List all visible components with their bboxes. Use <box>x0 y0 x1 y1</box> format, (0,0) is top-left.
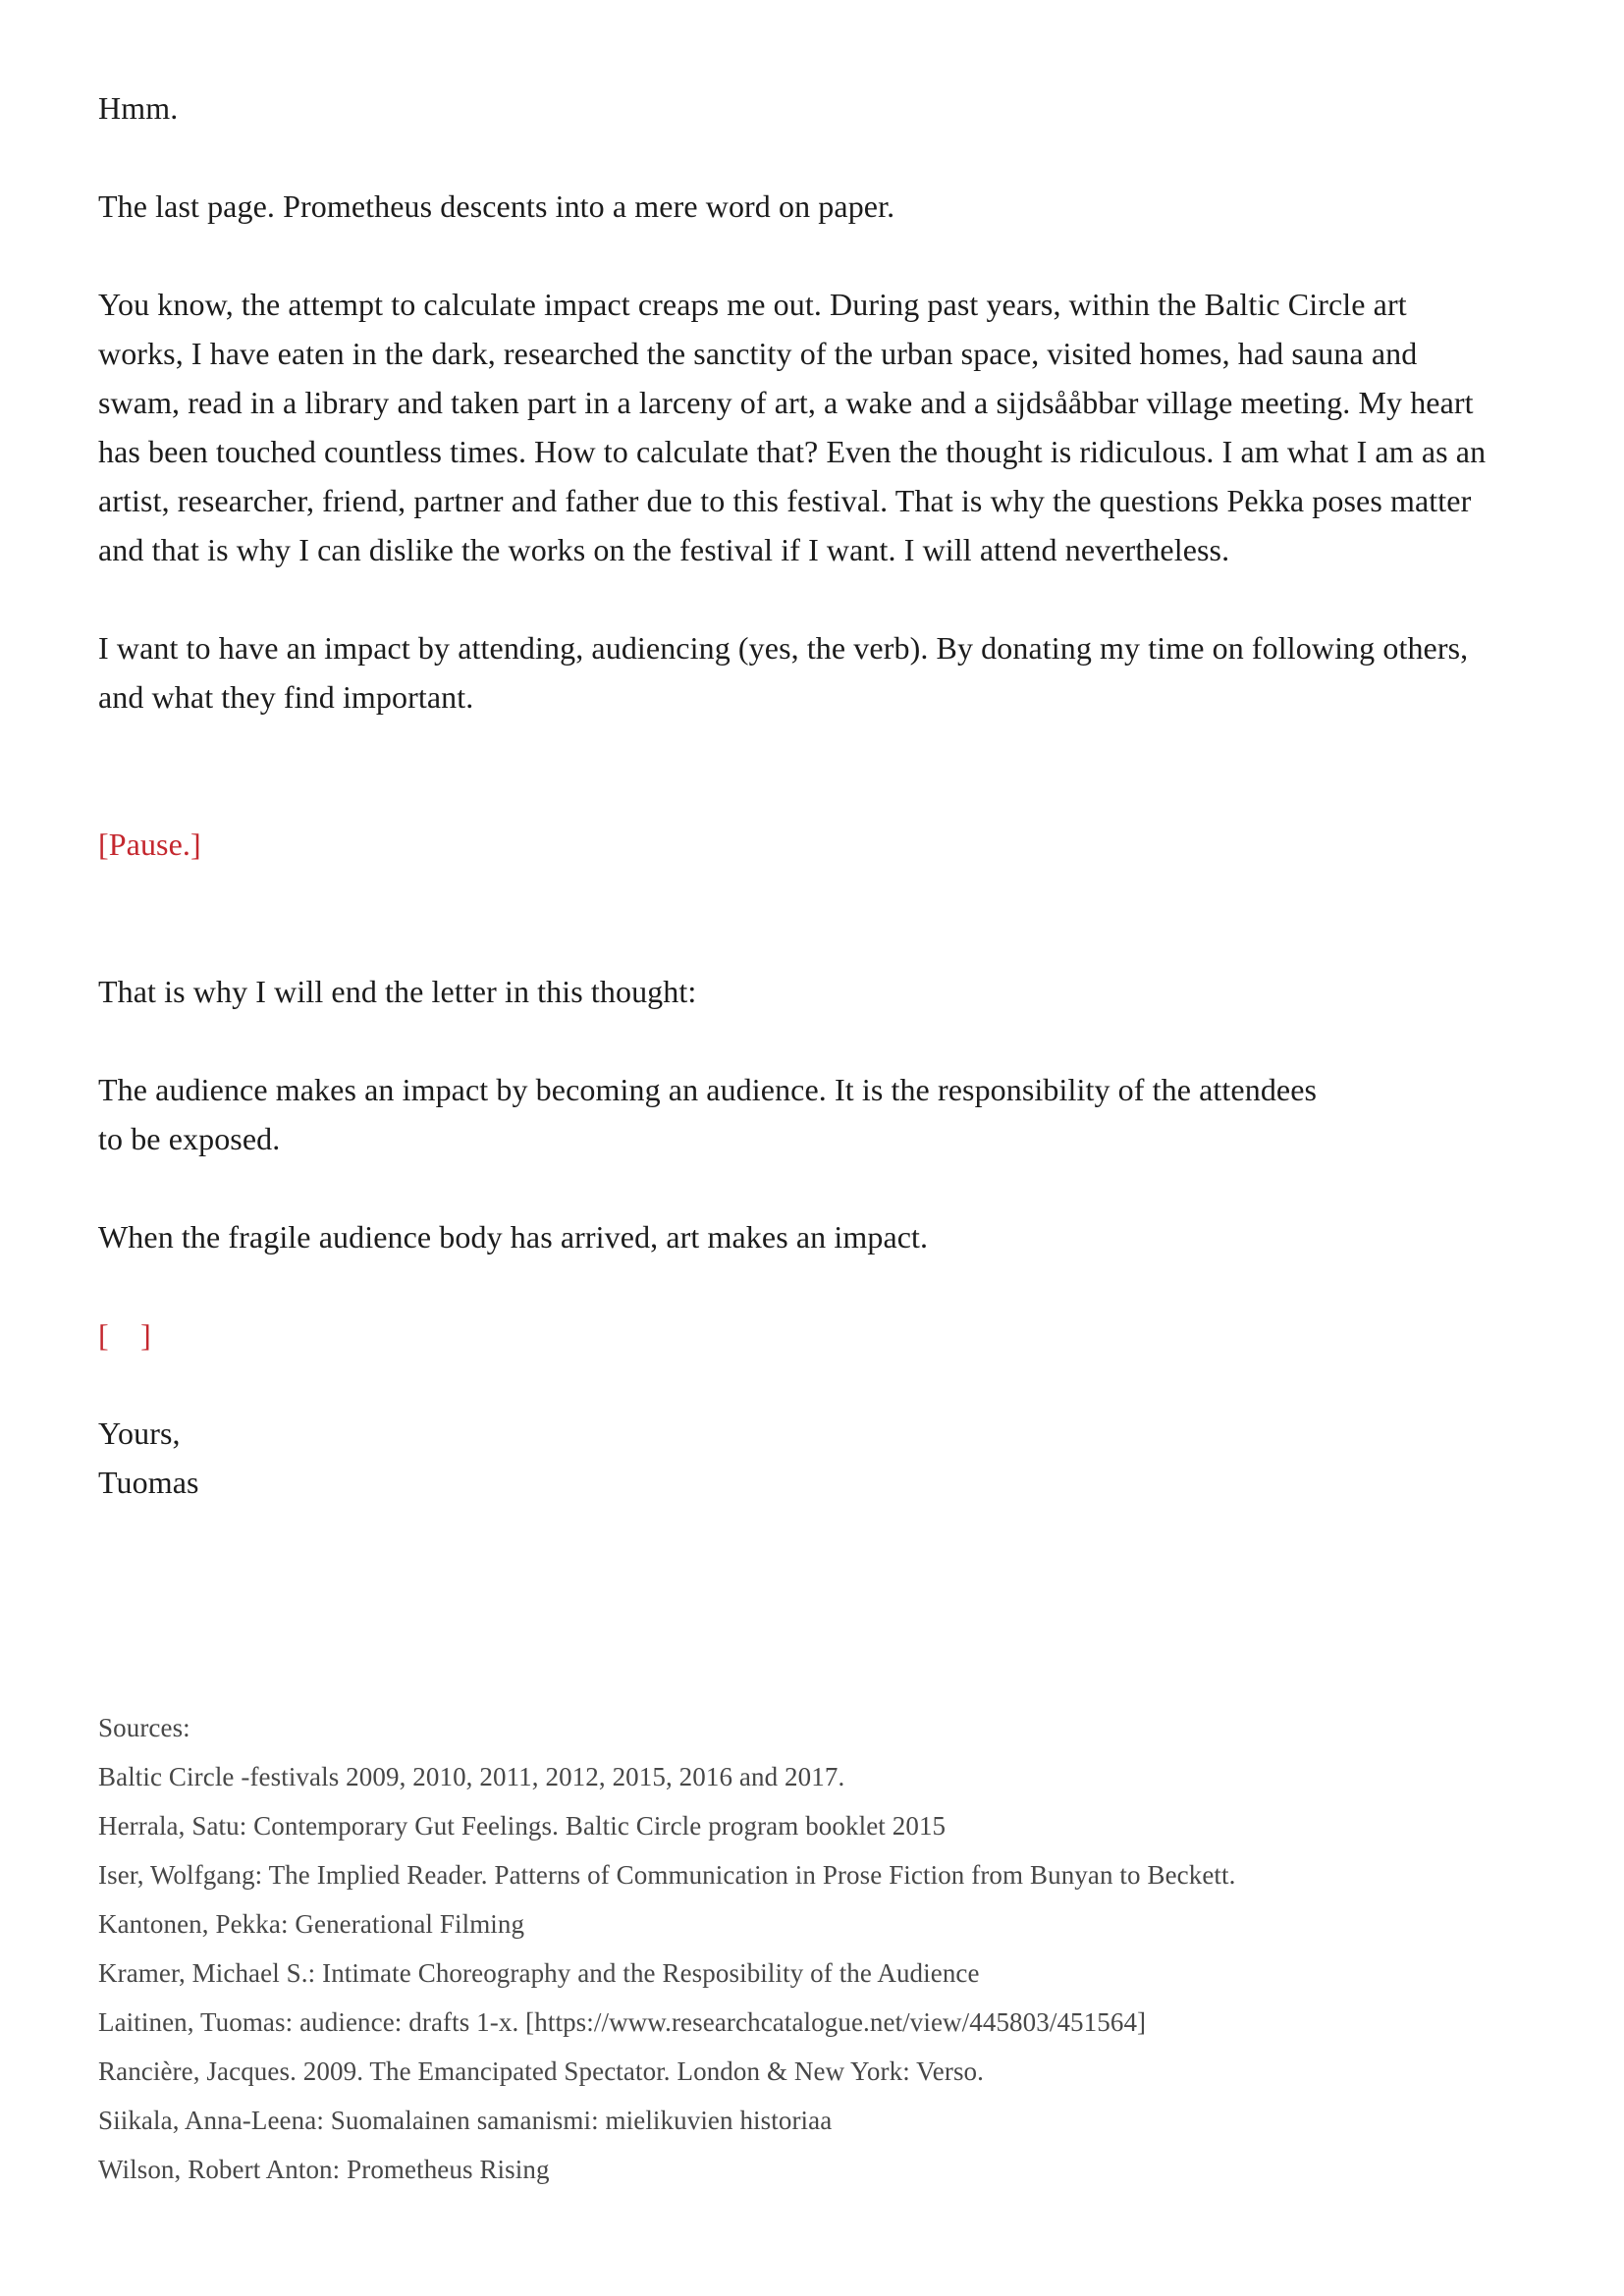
text-line: works, I have eaten in the dark, researched the sanctity of the urban space, visited homes, had sauna and <box>98 336 1418 371</box>
text-line: The audience makes an impact by becoming an audience. It is the responsibility of the attendees <box>98 1072 1318 1107</box>
text-line: and what they find important. <box>98 679 474 715</box>
source-item: Baltic Circle -festivals 2009, 2010, 2011, 2012, 2015, 2016 and 2017. <box>98 1762 845 1791</box>
empty-bracket-marker: [ ] <box>98 1317 151 1353</box>
source-item: Herrala, Satu: Contemporary Gut Feelings. Baltic Circle program booklet 2015 <box>98 1811 947 1841</box>
sources-section <box>98 1703 1526 2194</box>
pause-marker: [Pause.] <box>98 827 201 862</box>
paragraph-hmm: Hmm. <box>98 90 179 126</box>
paragraph-last-page: The last page. Prometheus descents into a mere word on paper. <box>98 188 895 224</box>
signoff-name: Tuomas <box>98 1465 199 1500</box>
source-item: Wilson, Robert Anton: Prometheus Rising <box>98 2155 550 2184</box>
source-item: Laitinen, Tuomas: audience: drafts 1-x. [https://www.researchcatalogue.net/view/445803/451564] <box>98 2007 1147 2037</box>
signoff <box>98 1409 1526 1507</box>
paragraph-impact <box>98 623 1526 721</box>
sources-heading: Sources: <box>98 1713 190 1742</box>
text-line: You know, the attempt to calculate impact creaps me out. During past years, within the Baltic Circle art <box>98 287 1407 322</box>
text-line: to be exposed. <box>98 1121 281 1156</box>
paragraph-end-letter: That is why I will end the letter in this thought: <box>98 974 697 1009</box>
text-line: swam, read in a library and taken part in a larceny of art, a wake and a sijdsååbbar village meeting. My heart <box>98 385 1474 420</box>
source-item: Siikala, Anna-Leena: Suomalainen samanismi: mielikuvien historiaa <box>98 2106 833 2135</box>
paragraph-fragile: When the fragile audience body has arrived, art makes an impact. <box>98 1219 929 1255</box>
paragraph-audience <box>98 1065 1526 1163</box>
text-line: has been touched countless times. How to calculate that? Even the thought is ridiculous. I am what I am as an <box>98 434 1487 469</box>
source-item: Rancière, Jacques. 2009. The Emancipated Spectator. London & New York: Verso. <box>98 2056 985 2086</box>
text-line: artist, researcher, friend, partner and father due to this festival. That is why the questions Pekka poses matter <box>98 483 1472 518</box>
source-item: Kramer, Michael S.: Intimate Choreography and the Resposibility of the Audience <box>98 1958 980 1988</box>
text-line: I want to have an impact by attending, audiencing (yes, the verb). By donating my time on following others, <box>98 630 1469 666</box>
text-line: and that is why I can dislike the works on the festival if I want. I will attend nevertheless. <box>98 532 1230 567</box>
signoff-yours: Yours, <box>98 1415 181 1451</box>
paragraph-you-know <box>98 280 1526 574</box>
source-item: Iser, Wolfgang: The Implied Reader. Patterns of Communication in Prose Fiction from Bunyan to Beckett. <box>98 1860 1236 1890</box>
source-item: Kantonen, Pekka: Generational Filming <box>98 1909 525 1939</box>
